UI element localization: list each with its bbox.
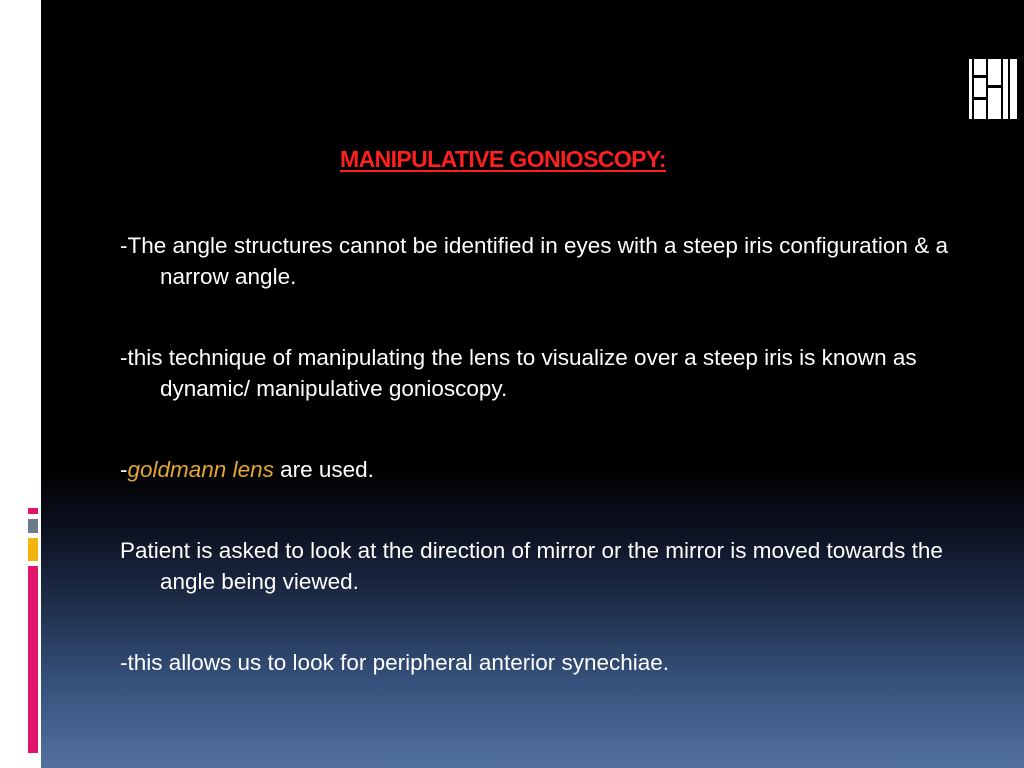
bullet-suffix: are used. (273, 457, 374, 482)
accent-bar-pink-top (28, 508, 38, 514)
accent-bar-yellow (28, 538, 38, 561)
slide-body (120, 230, 980, 728)
bullet-prefix: - (120, 457, 128, 482)
accent-bar-pink-long (28, 566, 38, 753)
logo-bars-icon (969, 59, 1017, 119)
bullet-paragraph: -The angle structures cannot be identified in eyes with a steep iris configuration & a narrow angle. (120, 233, 948, 289)
bullet-paragraph: -this technique of manipulating the lens to visualize over a steep iris is known as dynamic/ manipulative gonioscopy. (120, 345, 917, 401)
accent-bar-gray (28, 519, 38, 533)
bullet-paragraph: -this allows us to look for peripheral anterior synechiae. (120, 650, 670, 675)
slide-title: MANIPULATIVE GONIOSCOPY: (340, 146, 666, 172)
bullet-paragraph: Patient is asked to look at the direction of mirror or the mirror is moved towards the angle being viewed. (120, 538, 943, 594)
bullet-paragraph-lens (120, 454, 980, 485)
highlighted-term: goldmann lens (127, 457, 274, 482)
